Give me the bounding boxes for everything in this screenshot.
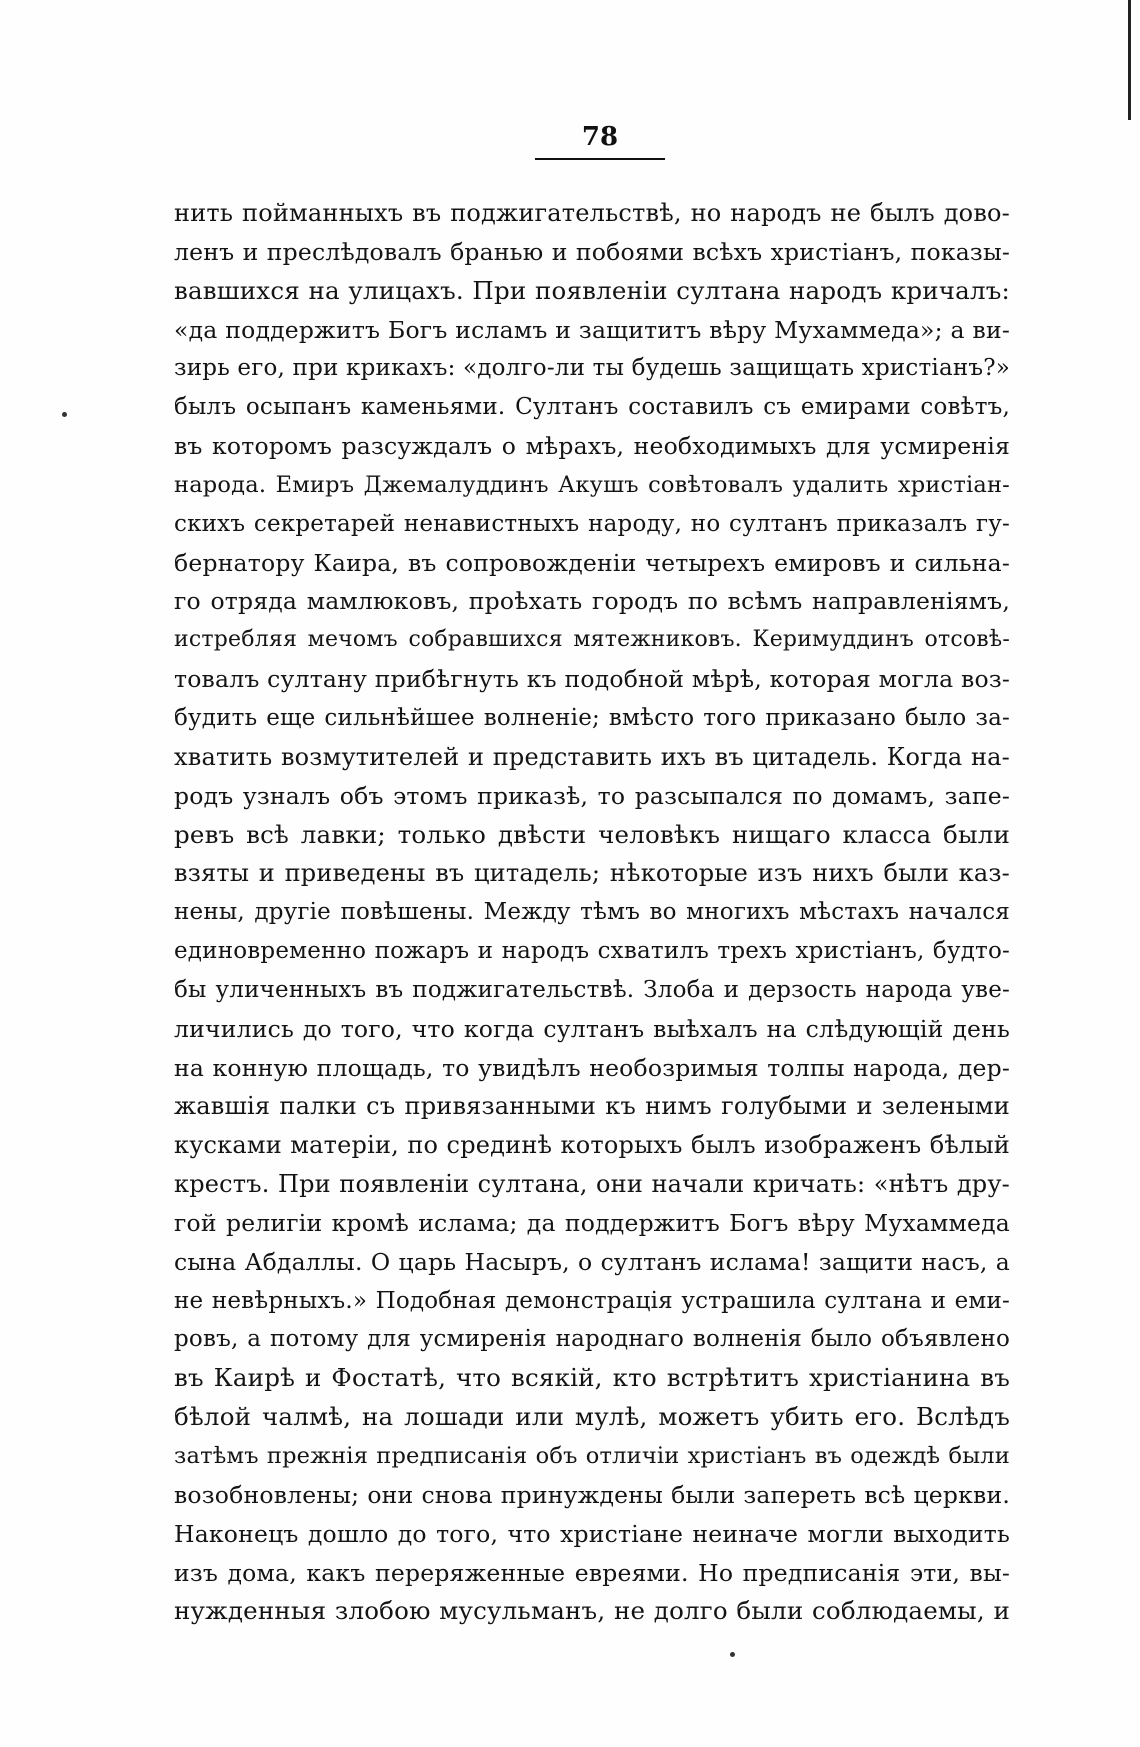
text-line: на конную площадь, то увидѣлъ необозримыя толпы народа, дер- bbox=[174, 1053, 1010, 1082]
text-line: истребляя мечомъ собравшихся мятежниковъ. Керимуддинъ отсовѣ- bbox=[174, 627, 1010, 653]
text-line: нены, другіе повѣшены. Между тѣмъ во многихъ мѣстахъ начался bbox=[174, 899, 1010, 926]
text-line: единовременно пожаръ и народъ схватилъ трехъ христіанъ, будто- bbox=[174, 938, 1010, 965]
text-line: будить еще сильнѣйшее волненіе; вмѣсто того приказано было за- bbox=[174, 704, 1010, 731]
text-line: ревъ всѣ лавки; только двѣсти человѣкъ нищаго класса были bbox=[174, 819, 1010, 849]
scan-speck bbox=[730, 1652, 735, 1657]
text-line: скихъ секретарей ненавистныхъ народу, но султанъ приказалъ гу- bbox=[174, 510, 1010, 537]
text-line: Наконецъ дошло до того, что христіане неиначе могли выходить bbox=[174, 1519, 1010, 1548]
page-number: 78 bbox=[581, 122, 619, 152]
text-line: товалъ султану прибѣгнуть къ подобной мѣрѣ, которая могла воз- bbox=[174, 665, 1010, 694]
text-line: возобновлены; они снова принуждены были запереть всѣ церкви. bbox=[174, 1480, 1010, 1509]
text-line: жавшія палки съ привязанными къ нимъ голубыми и зелеными bbox=[174, 1092, 1010, 1121]
text-line: нужденныя злобою мусульманъ, не долго были соблюдаемы, и bbox=[174, 1596, 1010, 1626]
text-line: ровъ, а потому для усмиренія народнаго волненія было объявлено bbox=[174, 1326, 1010, 1353]
text-line: нить пойманныхъ въ поджигательствѣ, но народъ не былъ дово- bbox=[174, 199, 1010, 227]
scan-speck bbox=[62, 412, 67, 417]
scan-edge-line bbox=[1128, 0, 1131, 120]
text-line: бѣлой чалмѣ, на лошади или мулѣ, можетъ убить его. Вслѣдъ bbox=[174, 1402, 1010, 1432]
body-text bbox=[174, 194, 1010, 1631]
text-line: народа. Емиръ Джемалуддинъ Акушъ совѣтовалъ удалить христіан- bbox=[174, 471, 1010, 498]
text-line: изъ дома, какъ переряженные евреями. Но предписанія эти, вы- bbox=[174, 1558, 1010, 1587]
text-line: бы уличенныхъ въ поджигательствѣ. Злоба и дерзость народа уве- bbox=[174, 976, 1010, 1003]
text-line: бернатору Каира, въ сопровожденіи четырехъ емировъ и сильна- bbox=[174, 548, 1010, 577]
text-line: въ Каирѣ и Фостатѣ, что всякій, кто встрѣтитъ христіанина въ bbox=[174, 1363, 1010, 1393]
text-line: вавшихся на улицахъ. При появленіи султана народъ кричалъ: bbox=[174, 275, 1010, 305]
text-line: личились до того, что когда султанъ выѣхалъ на слѣдующій день bbox=[174, 1014, 1010, 1043]
text-line: гой религіи кромѣ ислама; да поддержитъ Богъ вѣру Мухаммеда bbox=[174, 1208, 1010, 1237]
text-line: родъ узналъ объ этомъ приказѣ, то разсыпался по домамъ, запе- bbox=[174, 781, 1010, 810]
page-number-rule bbox=[535, 158, 665, 160]
text-line: «да поддержитъ Богъ исламъ и защититъ вѣру Мухаммеда»; а ви- bbox=[174, 315, 1010, 344]
text-line: го отряда мамлюковъ, проѣхать городъ по всѣмъ направленіямъ, bbox=[174, 587, 1010, 616]
text-line: сына Абдаллы. О царь Насыръ, о султанъ ислама! защити насъ, а bbox=[174, 1247, 1010, 1276]
text-line: хватить возмутителей и представить ихъ въ цитадель. Когда на- bbox=[174, 742, 1010, 771]
text-line: въ которомъ разсуждалъ о мѣрахъ, необходимыхъ для усмиренія bbox=[174, 432, 1010, 461]
text-line: ленъ и преслѣдовалъ бранью и побоями всѣхъ христіанъ, показы- bbox=[174, 237, 1010, 266]
text-line: крестъ. При появленіи султана, они начали кричать: «нѣтъ дру- bbox=[174, 1170, 1010, 1199]
text-line: затѣмъ прежнія предписанія объ отличіи христіанъ въ одеждѣ были bbox=[174, 1443, 1010, 1469]
text-line: взяты и приведены въ цитадель; нѣкоторые изъ нихъ были каз- bbox=[174, 859, 1010, 888]
text-line: зирь его, при крикахъ: «долго-ли ты будешь защищать христіанъ?» bbox=[174, 355, 1010, 382]
text-line: былъ осыпанъ каменьями. Султанъ составилъ съ емирами совѣтъ, bbox=[174, 394, 1010, 421]
text-line: не невѣрныхъ.» Подобная демонстрація устрашила султана и еми- bbox=[174, 1287, 1010, 1314]
text-line: кусками матеріи, по срединѣ которыхъ былъ изображенъ бѣлый bbox=[174, 1131, 1010, 1160]
